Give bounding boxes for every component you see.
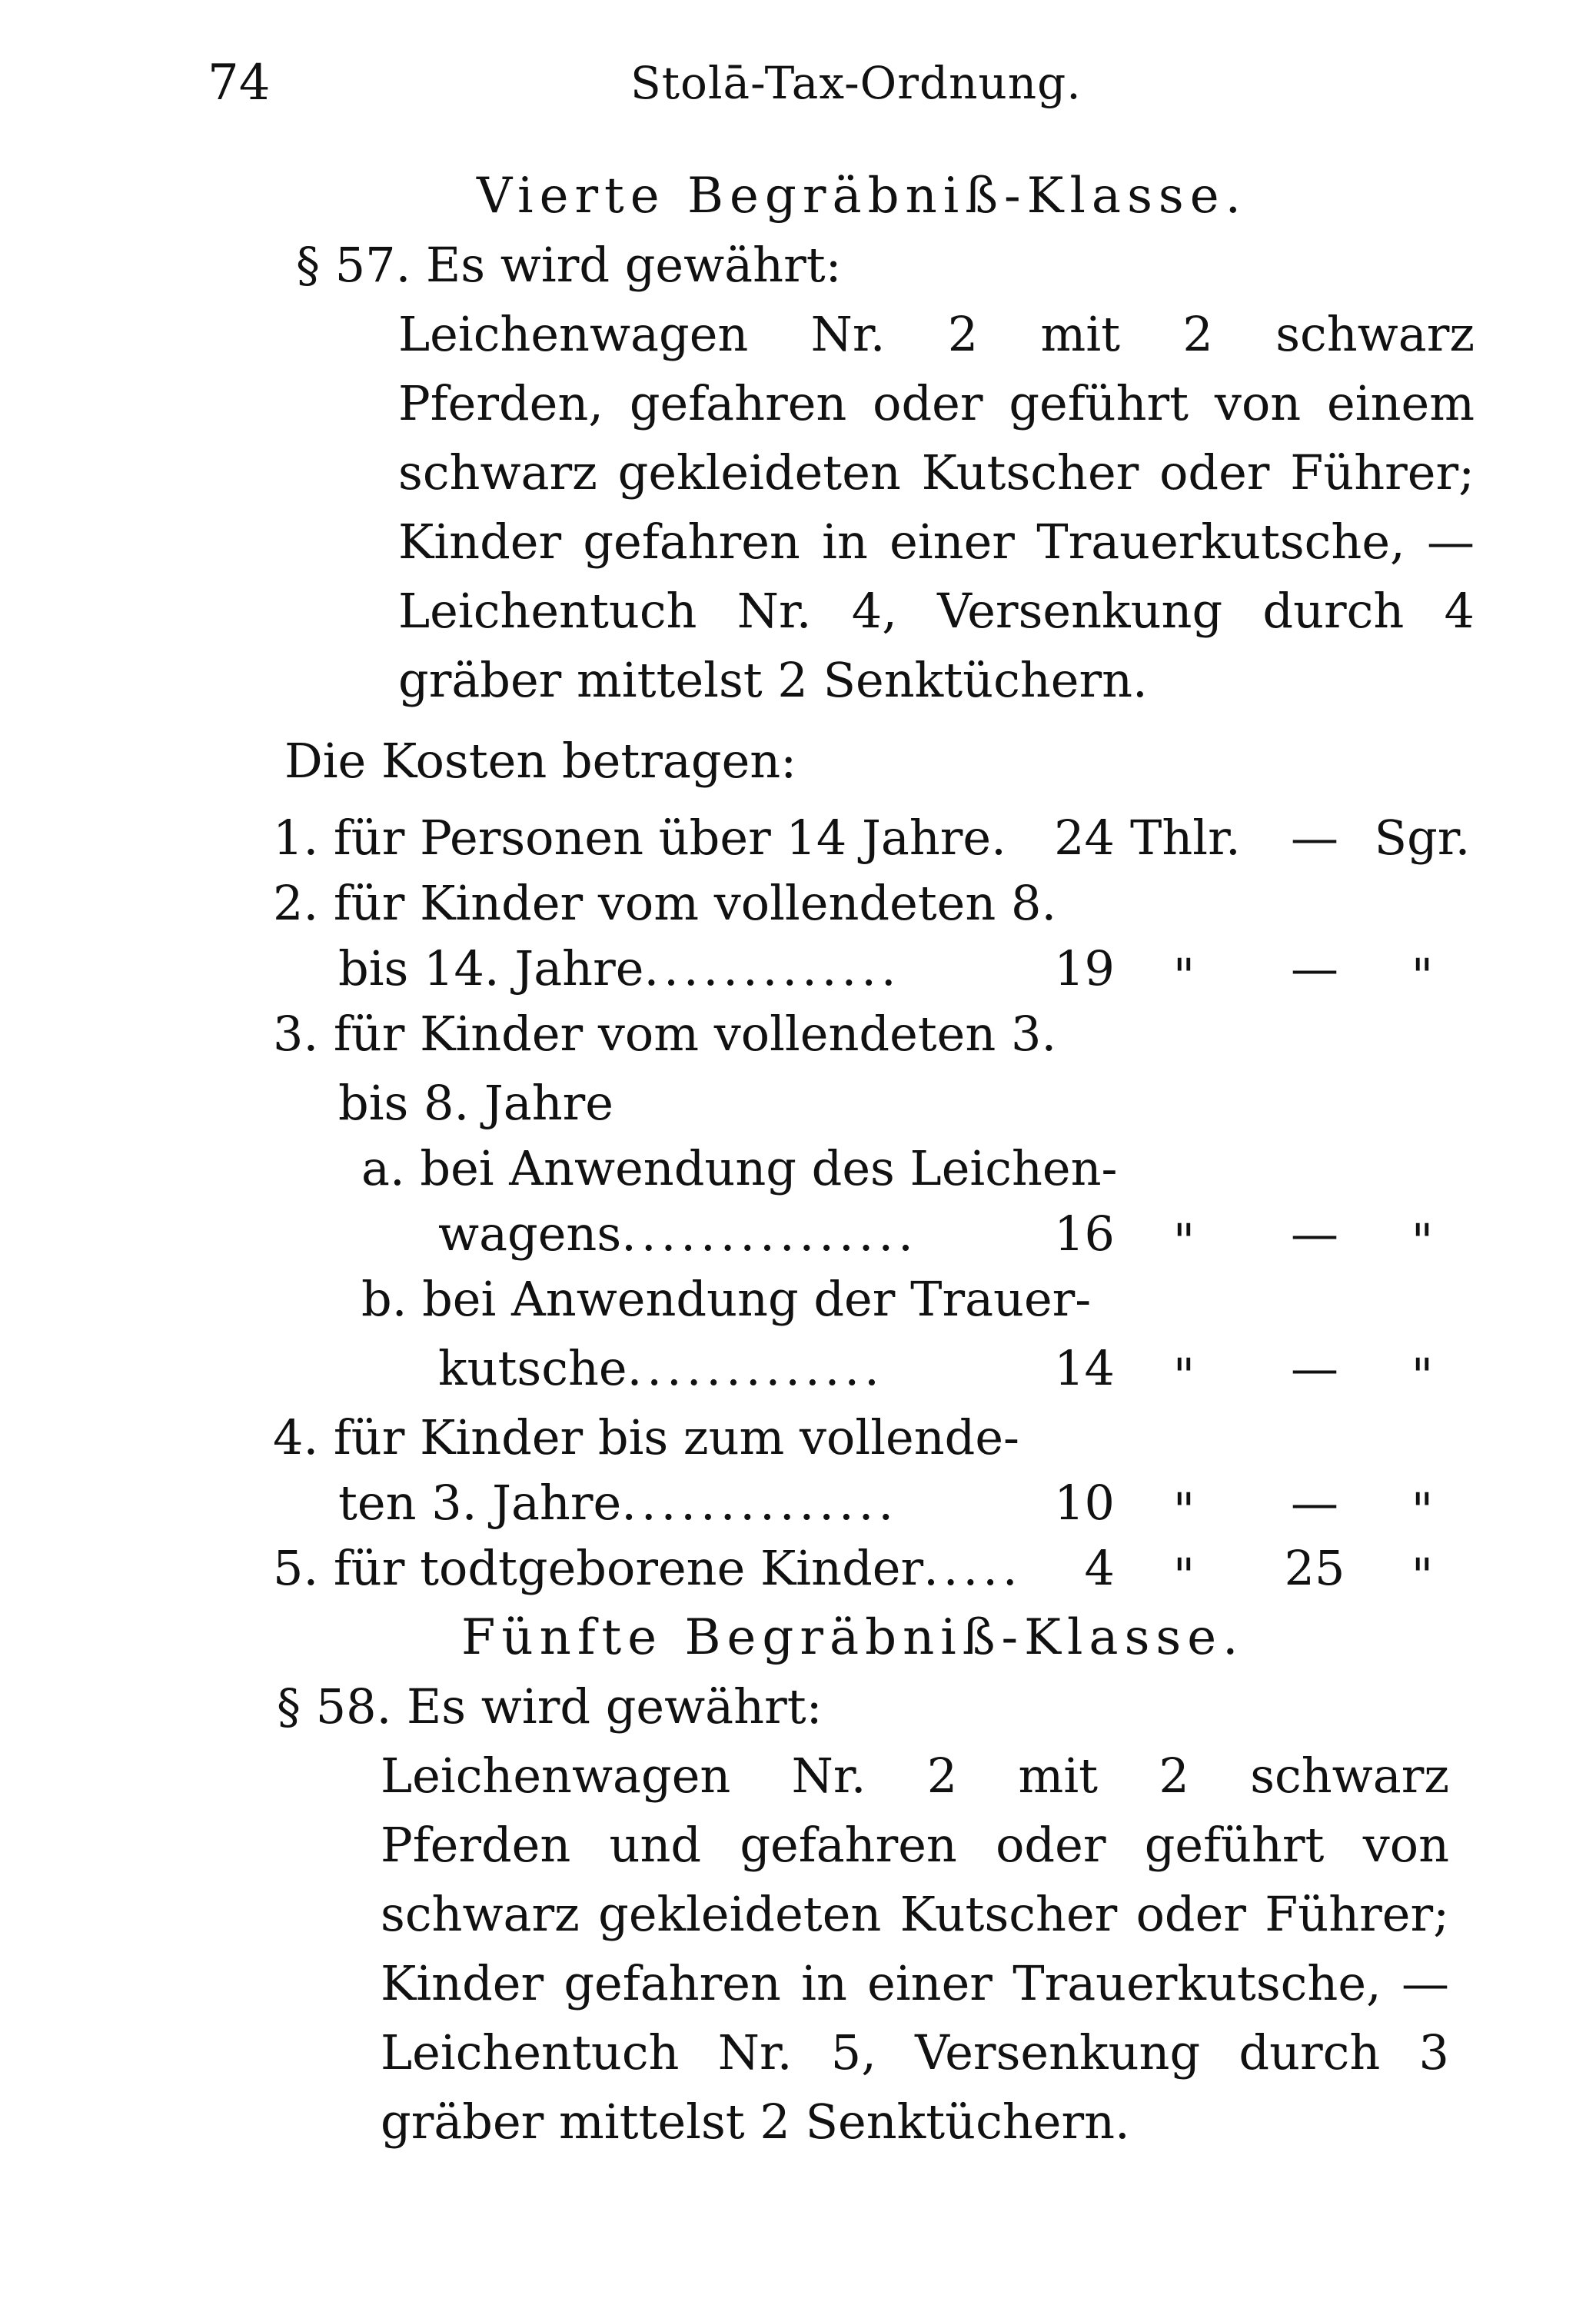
cost-row-label: 5. für todtgeborene Kinder.....	[273, 1540, 1022, 1596]
cost-ditto: "	[1172, 1348, 1195, 1404]
cost-ditto: "	[1172, 1482, 1195, 1538]
cost-ditto: "	[1411, 1548, 1434, 1604]
cost-amount: 4	[1084, 1540, 1115, 1596]
running-title: Stolā-Tax-Ordnung.	[630, 57, 1082, 109]
cost-row-label: 3. für Kinder vom vollendeten 3.	[273, 1006, 1057, 1062]
body-line: Kinder gefahren in einer Trauerkutsche, —	[398, 514, 1475, 570]
cost-dash: —	[1291, 940, 1338, 996]
cost-amount: 19	[1054, 940, 1115, 996]
cost-dash: —	[1291, 1340, 1338, 1396]
section-heading-fifth-class: Fünfte Begräbniß-Klasse.	[461, 1609, 1245, 1666]
cost-ditto: "	[1172, 948, 1195, 1004]
cost-row-label: 2. für Kinder vom vollendeten 8.	[273, 875, 1057, 931]
cost-amount: 14	[1054, 1340, 1115, 1396]
body-line: schwarz gekleideten Kutscher oder Führer;	[381, 1886, 1449, 1942]
cost-amount: 10	[1054, 1475, 1115, 1531]
body-line: Leichentuch Nr. 4, Versenkung durch 4	[398, 583, 1475, 639]
cost-ditto: "	[1172, 1213, 1195, 1269]
cost-row-label: bis 8. Jahre	[338, 1075, 613, 1131]
cost-row-label: bis 14. Jahre.............	[338, 940, 901, 996]
cost-dash: —	[1291, 810, 1338, 866]
cost-amount: 24	[1054, 810, 1115, 866]
cost-dash: —	[1291, 1475, 1338, 1531]
cost-row-label: ten 3. Jahre..............	[338, 1475, 899, 1531]
body-line: schwarz gekleideten Kutscher oder Führer;	[398, 444, 1475, 501]
cost-row-label: 1. für Personen über 14 Jahre.	[273, 810, 1006, 866]
page-number: 74	[208, 55, 271, 111]
cost-ditto: "	[1172, 1548, 1195, 1604]
section-heading-fourth-class: Vierte Begräbniß-Klasse.	[477, 168, 1247, 225]
cost-row-label: wagens...............	[438, 1206, 918, 1262]
cost-unit-thlr: Thlr.	[1130, 810, 1241, 866]
body-line: Kinder gefahren in einer Trauerkutsche, —	[381, 1955, 1449, 2011]
body-line: Leichenwagen Nr. 2 mit 2 schwarz	[398, 306, 1475, 362]
cost-amount: 16	[1054, 1206, 1115, 1262]
body-line: Pferden und gefahren oder geführt von	[381, 1817, 1449, 1873]
cost-ditto: "	[1411, 1348, 1434, 1404]
costs-intro: Die Kosten betragen:	[284, 733, 797, 789]
cost-ditto: "	[1411, 948, 1434, 1004]
cost-row-label: kutsche.............	[438, 1340, 884, 1396]
cost-ditto: "	[1411, 1482, 1434, 1538]
body-line: Leichenwagen Nr. 2 mit 2 schwarz	[381, 1748, 1449, 1804]
cost-row-label: 4. für Kinder bis zum vollende-	[273, 1409, 1019, 1465]
cost-row-label: b. bei Anwendung der Trauer-	[361, 1271, 1092, 1327]
body-line: gräber mittelst 2 Senktüchern.	[398, 652, 1148, 708]
cost-unit-sgr: Sgr.	[1374, 810, 1471, 866]
body-line: Leichentuch Nr. 5, Versenkung durch 3	[381, 2024, 1449, 2080]
cost-row-label: a. bei Anwendung des Leichen-	[361, 1140, 1118, 1196]
cost-ditto: "	[1411, 1213, 1434, 1269]
body-line: gräber mittelst 2 Senktüchern.	[381, 2094, 1130, 2150]
body-line: Pferden, gefahren oder geführt von einem	[398, 375, 1475, 431]
paragraph-label-58: § 58. Es wird gewährt:	[277, 1678, 823, 1735]
cost-sgr-amount: 25	[1284, 1540, 1345, 1596]
cost-dash: —	[1291, 1206, 1338, 1262]
paragraph-label-57: § 57. Es wird gewährt:	[296, 237, 842, 293]
